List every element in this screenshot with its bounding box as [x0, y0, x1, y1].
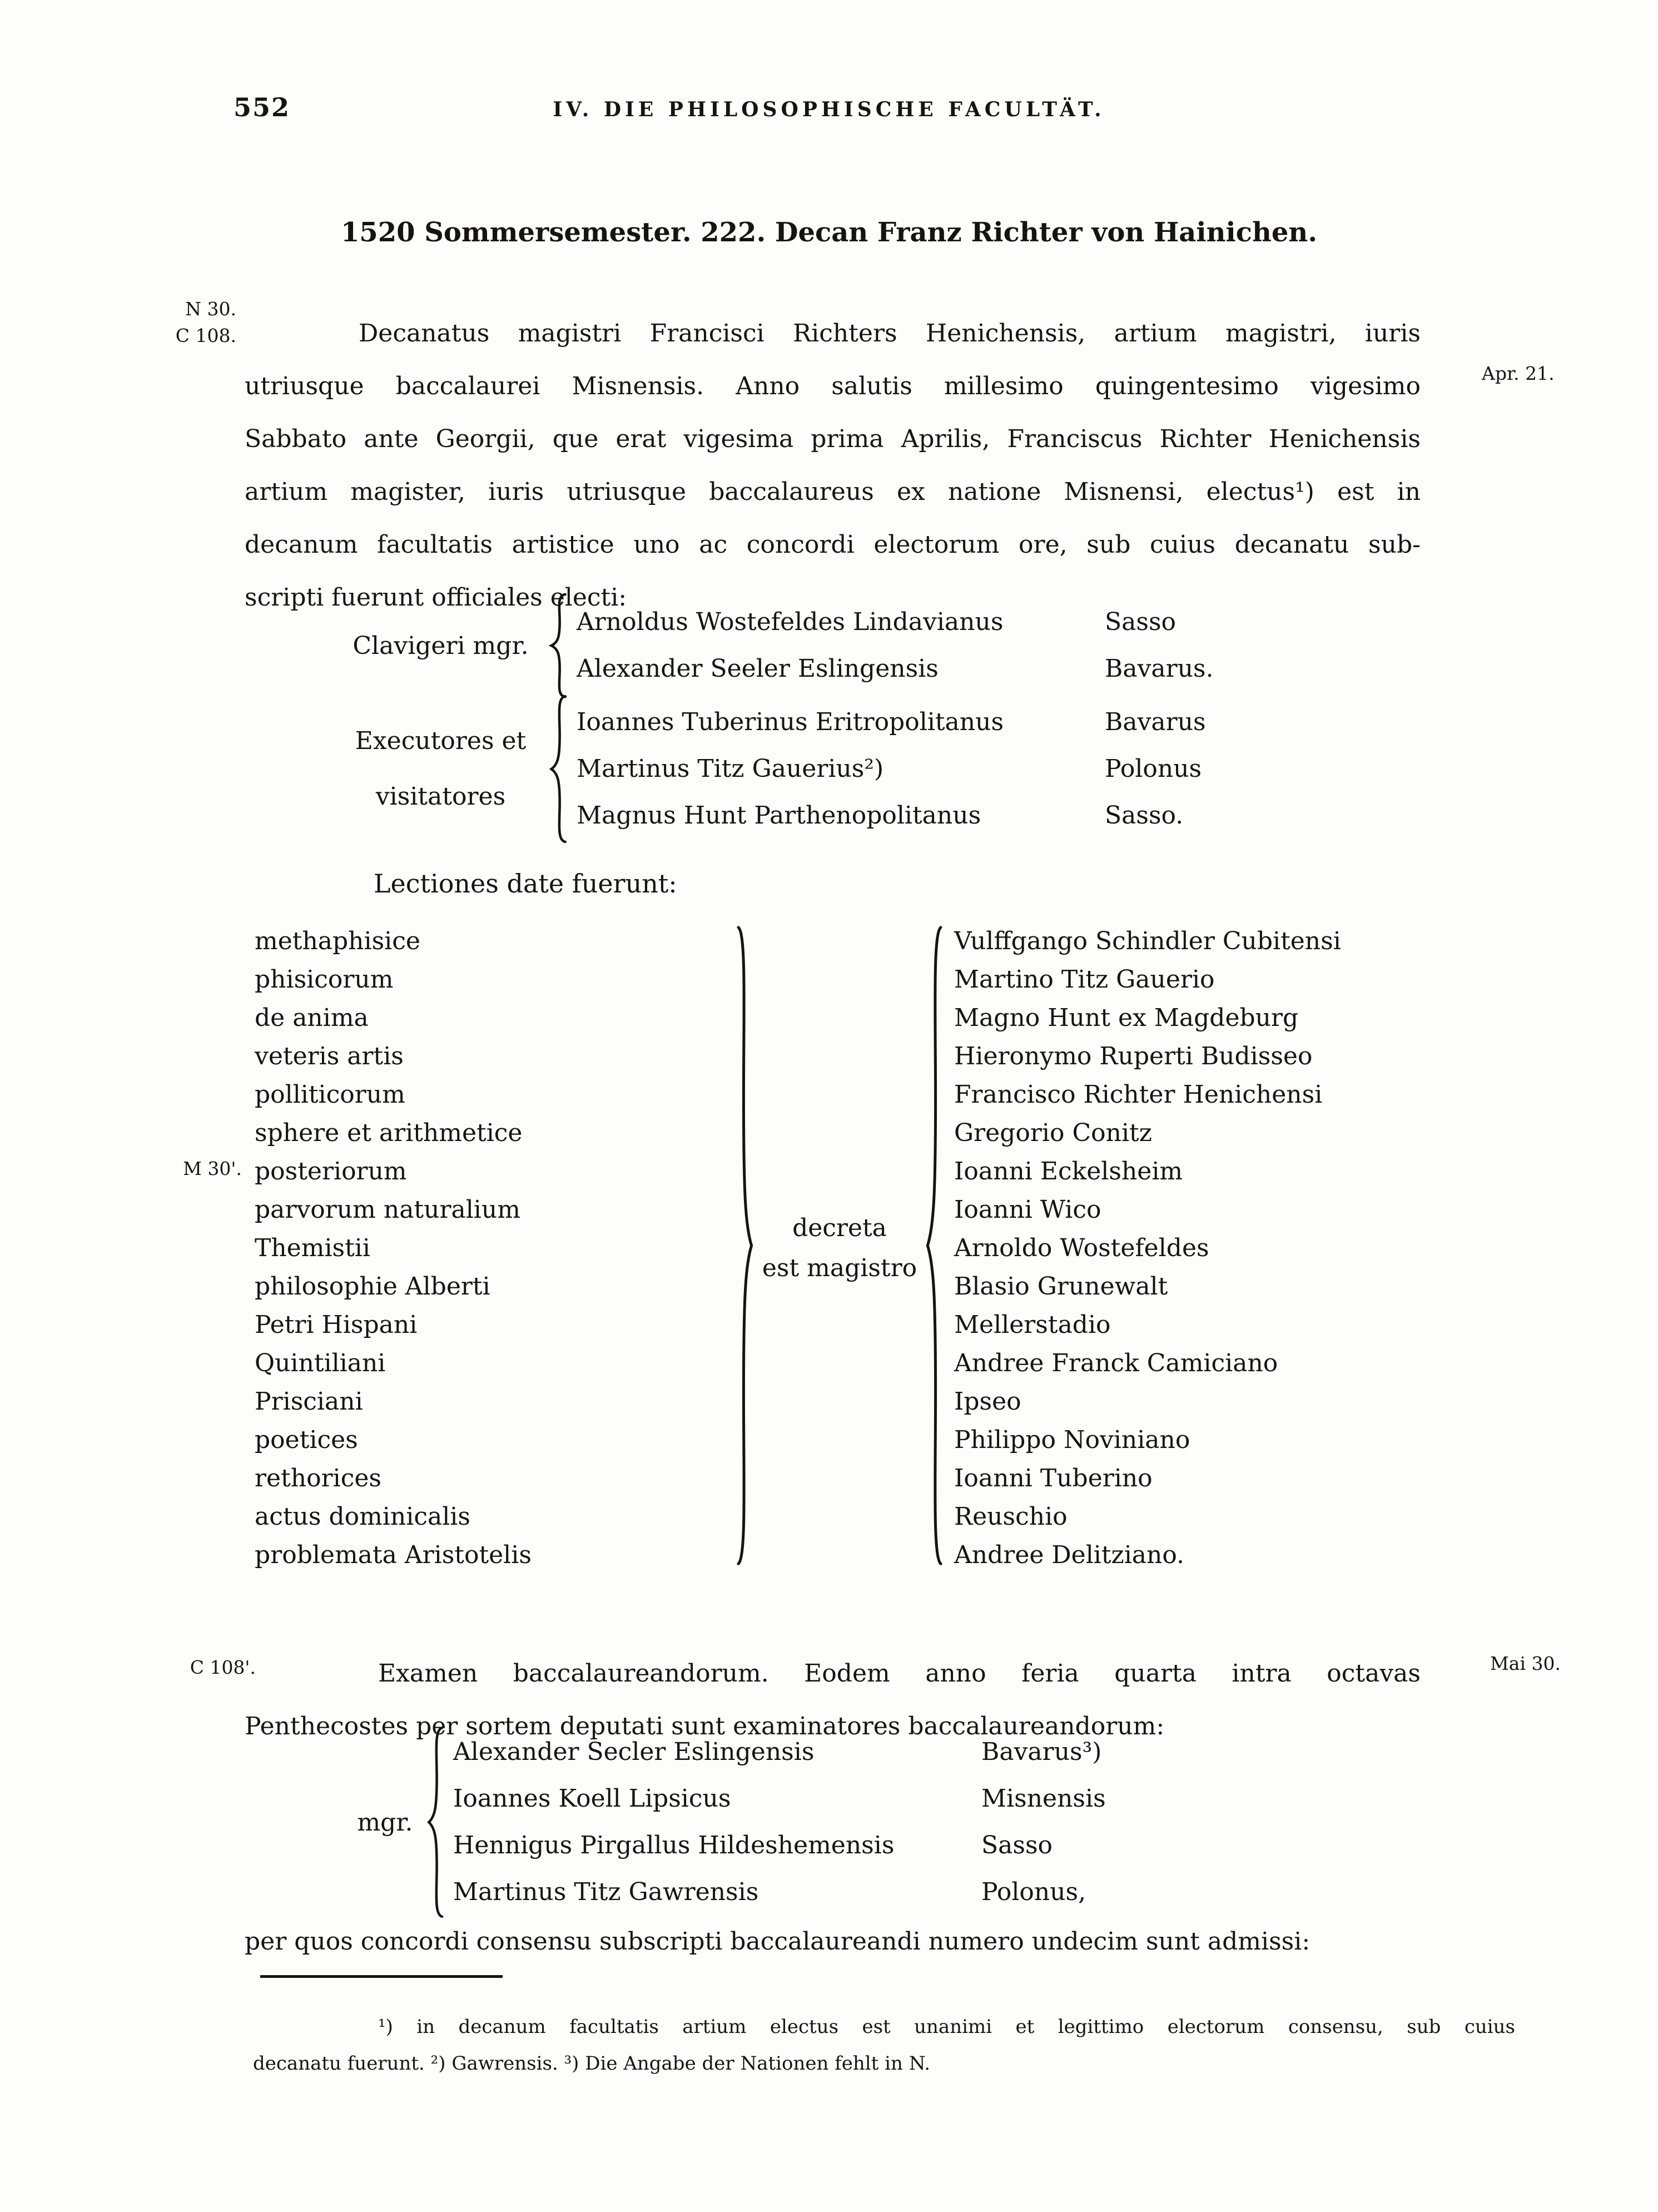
list-item: Reuschio [954, 1502, 1068, 1531]
opening-paragraph [245, 307, 1421, 624]
examiner-row [453, 1822, 1106, 1869]
footnote-line: decanatu fuerunt. ²) Gawrensis. ³) Die Angabe der Nationen fehlt in N. [253, 2052, 931, 2075]
list-item: Ioanni Tuberino [954, 1464, 1153, 1492]
list-item: Quintiliani [255, 1349, 386, 1377]
admissi-line: per quos concordi consensu subscripti baccalaureandi numero undecim sunt admissi: [245, 1927, 1310, 1956]
list-item: rethorices [255, 1464, 381, 1492]
examiner-origin: Bavarus³) [981, 1738, 1102, 1766]
officer-row [577, 646, 1214, 692]
footnote-divider [260, 1975, 503, 1978]
lectiones-right-list [945, 922, 1341, 1574]
paragraph-line: Penthecostes per sortem deputati sunt examinatores baccalaureandorum: [245, 1712, 1165, 1740]
lectiones-left-list [245, 922, 734, 1574]
mgr-group [345, 1725, 1106, 1920]
list-item: parvorum naturalium [255, 1196, 520, 1224]
examiner-row [453, 1775, 1106, 1822]
margin-note-m30: M 30'. [183, 1158, 242, 1179]
list-item: Blasio Grunewalt [954, 1272, 1168, 1301]
list-item: methaphisice [255, 927, 420, 955]
list-item: Philippo Noviniano [954, 1426, 1190, 1454]
list-item: Ioanni Wico [954, 1196, 1101, 1224]
group-label-text: visitatores [375, 782, 506, 811]
officer-origin: Bavarus. [1105, 654, 1214, 683]
margin-note-date-apr: Apr. 21. [1482, 363, 1555, 384]
examiner-origin: Sasso [981, 1831, 1053, 1859]
examiner-origin: Misnensis [981, 1784, 1106, 1813]
list-item: Mellerstadio [954, 1311, 1111, 1339]
list-item: Hieronymo Ruperti Budisseo [954, 1042, 1313, 1070]
list-item: Arnoldo Wostefeldes [954, 1234, 1209, 1262]
lectiones-block [245, 922, 1341, 1574]
opening-brace-icon [924, 917, 945, 1574]
group-label [334, 694, 548, 844]
examiner-origin: Polonus, [981, 1878, 1086, 1906]
officer-row [577, 792, 1206, 839]
list-item: problemata Aristotelis [255, 1541, 532, 1569]
officer-origin: Bavarus [1105, 708, 1206, 736]
officer-origin: Sasso. [1105, 801, 1184, 830]
list-item: de anima [255, 1004, 369, 1032]
paragraph-line: decanum facultatis artistice uno ac concordi electorum ore, sub cuius decanatu sub- [245, 530, 1421, 559]
margin-note-line: C 108. [175, 325, 236, 346]
footnotes [253, 2008, 1515, 2082]
list-item: actus dominicalis [255, 1502, 470, 1531]
examiner-row [453, 1729, 1106, 1775]
list-item: Gregorio Conitz [954, 1119, 1152, 1147]
group-label-text: Executores et [355, 727, 527, 755]
examiner-name: Hennigus Pirgallus Hildeshemensis [453, 1831, 895, 1859]
paragraph-line: Examen baccalaureandorum. Eodem anno feria quarta intra octavas [378, 1659, 1421, 1688]
list-item: Themistii [255, 1234, 370, 1262]
list-item: Prisciani [255, 1387, 363, 1416]
running-header: IV. DIE PHILOSOPHISCHE FACULTÄT. [553, 98, 1105, 121]
paragraph-line: artium magister, iuris utriusque baccalaureus ex natione Misnensi, electus¹) est in [245, 478, 1421, 506]
list-item: philosophie Alberti [255, 1272, 490, 1301]
clavigeri-group [334, 593, 1214, 698]
examiner-name: Alexander Secler Eslingensis [453, 1738, 815, 1766]
middle-label-line: decreta [792, 1213, 887, 1242]
group-label-text: mgr. [357, 1808, 413, 1837]
group-rows [577, 593, 1214, 698]
officer-name: Magnus Hunt Parthenopolitanus [577, 801, 981, 830]
officer-origin: Polonus [1105, 755, 1202, 783]
list-item: veteris artis [255, 1042, 404, 1070]
officer-name: Ioannes Tuberinus Eritropolitanus [577, 708, 1004, 736]
group-rows [577, 694, 1206, 844]
list-item: sphere et arithmetice [255, 1119, 523, 1147]
paragraph-line: Decanatus magistri Francisci Richters Henichensis, artium magistri, iuris [359, 319, 1421, 348]
executores-group [334, 694, 1206, 844]
lectiones-heading: Lectiones date fuerunt: [374, 869, 677, 899]
list-item: phisicorum [255, 965, 394, 994]
officer-row [577, 699, 1206, 746]
group-label [345, 1725, 425, 1920]
examiner-row [453, 1869, 1106, 1916]
middle-label-line: est magistro [762, 1253, 917, 1282]
group-label [334, 593, 548, 698]
section-heading: 1520 Sommersemester. 222. Decan Franz Richter von Hainichen. [340, 217, 1318, 248]
list-item: Vulffgango Schindler Cubitensi [954, 927, 1341, 955]
list-item: poetices [255, 1426, 358, 1454]
list-item: Ipseo [954, 1387, 1021, 1416]
paragraph-line: Sabbato ante Georgii, que erat vigesima prima Aprilis, Franciscus Richter Henichensis [245, 425, 1421, 453]
paragraph-line: utriusque baccalaurei Misnensis. Anno salutis millesimo quingentesimo vigesimo [245, 372, 1421, 400]
list-item: polliticorum [255, 1080, 405, 1109]
officer-name: Alexander Seeler Eslingensis [577, 654, 939, 683]
officer-origin: Sasso [1105, 608, 1177, 636]
officer-row [577, 746, 1206, 792]
officer-name: Arnoldus Wostefeldes Lindavianus [577, 608, 1004, 636]
examiner-name: Ioannes Koell Lipsicus [453, 1784, 731, 1813]
paragraph-line: scripti fuerunt officiales electi: [245, 583, 627, 612]
list-item: Magno Hunt ex Magdeburg [954, 1004, 1299, 1032]
list-item: Martino Titz Gauerio [954, 965, 1215, 994]
list-item: Petri Hispani [255, 1311, 418, 1339]
opening-brace-icon [548, 593, 570, 698]
list-item: Andree Franck Camiciano [954, 1349, 1278, 1377]
lectiones-middle-label [755, 922, 924, 1574]
list-item: posteriorum [255, 1157, 407, 1186]
closing-brace-icon [734, 917, 755, 1574]
list-item: Andree Delitziano. [954, 1541, 1185, 1569]
margin-note-line: N 30. [185, 298, 236, 320]
opening-brace-icon [425, 1725, 446, 1920]
margin-note-sources [100, 296, 236, 349]
list-item: Francisco Richter Henichensi [954, 1080, 1323, 1109]
examiner-name: Martinus Titz Gawrensis [453, 1878, 759, 1906]
group-label-text: Clavigeri mgr. [353, 631, 529, 660]
margin-note-date-mai: Mai 30. [1490, 1653, 1561, 1674]
list-item: Ioanni Eckelsheim [954, 1157, 1183, 1186]
footnote-line: ¹) in decanum facultatis artium electus est unanimi et legittimo electorum consensu, sub cuius [378, 2016, 1515, 2038]
margin-note-c108: C 108'. [190, 1656, 256, 1678]
officer-name: Martinus Titz Gauerius²) [577, 755, 884, 783]
opening-brace-icon [548, 694, 570, 844]
group-rows [453, 1725, 1106, 1920]
officer-row [577, 599, 1214, 646]
page-number: 552 [234, 92, 291, 122]
